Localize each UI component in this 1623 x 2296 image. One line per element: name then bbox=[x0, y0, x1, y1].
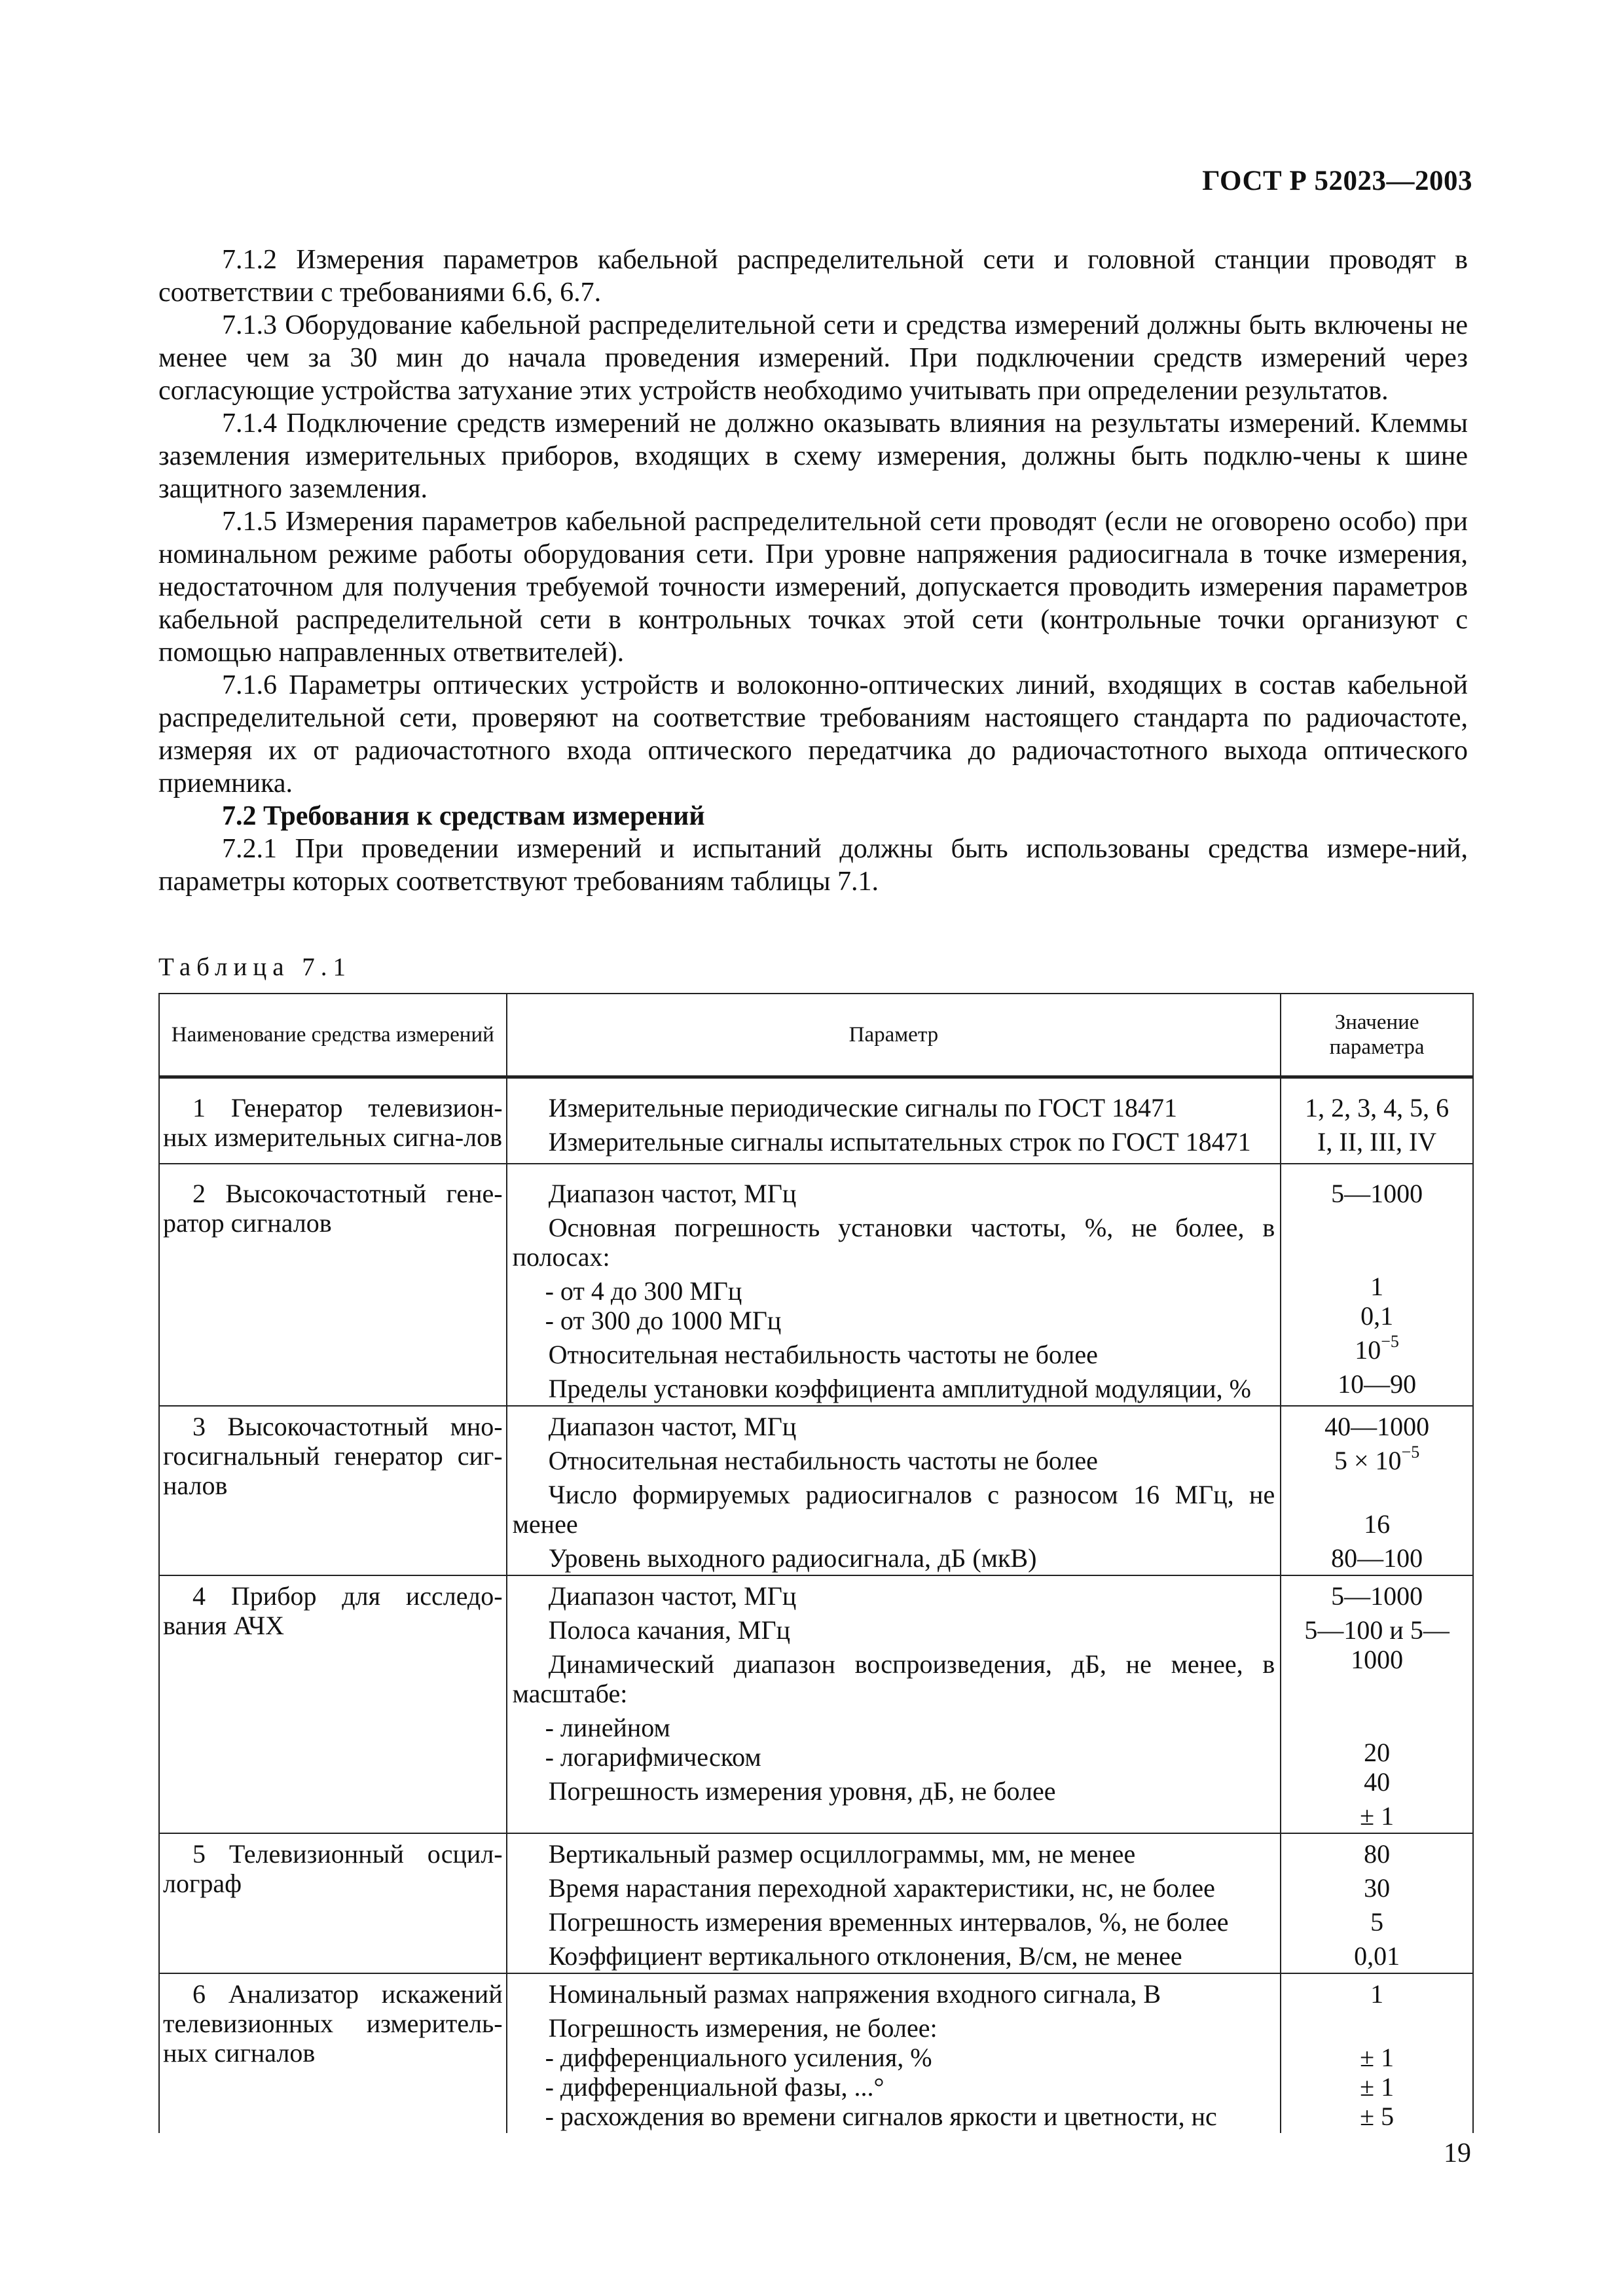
paragraph-7-1-5: 7.1.5 Измерения параметров кабельной распределительной сети проводят (если не оговорено особо) при номинальном режиме работы оборудования сети. При уровне напряжения радиосигнала в точке измерения, недостаточном для получения требуемой точности измерений, допускается проводить измерения параметров кабельной распределительной сети в контрольных точках этой сети (контрольные точки организуют с помощью направленных ответвителей). bbox=[158, 507, 1468, 668]
value-cell: 1, 2, 3, 4, 5, 6 I, II, III, IV bbox=[1281, 1077, 1473, 1164]
value-cell: 80 30 5 0,01 bbox=[1281, 1833, 1473, 1973]
value-cell: 5—1000 5—100 и 5—1000 20 40 ± 1 bbox=[1281, 1575, 1473, 1833]
instrument-name: 3 Высокочастотный мно-госигнальный генератор сиг-налов bbox=[159, 1406, 507, 1575]
spec-table bbox=[158, 993, 1474, 2133]
value-cell: 40—1000 $5 \times 10^{-5}$ 16 80—100 bbox=[1281, 1406, 1473, 1575]
instrument-name: 6 Анализатор искажений телевизионных измеритель-ных сигналов bbox=[159, 1973, 507, 2133]
instrument-name: 2 Высокочастотный гене-ратор сигналов bbox=[159, 1164, 507, 1406]
paragraph-7-1-2: 7.1.2 Измерения параметров кабельной распределительной сети и головной станции проводят в соответствии с требованиями 6.6, 6.7. bbox=[158, 245, 1468, 308]
parameter-cell: Диапазон частот, МГц Относительная нестабильность частоты не более Число формируемых радиосигналов с разносом 16 МГц, не менее Уровень выходного радиосигнала, дБ (мкВ) bbox=[507, 1406, 1281, 1575]
table-caption: Таблица 7.1 bbox=[158, 953, 352, 981]
parameter-cell: Номинальный размах напряжения входного сигнала, В Погрешность измерения, не более: - дифференциального усиления, % - дифференциальной фазы, ...° - расхождения во времени сигналов яркости и цветности, нс bbox=[507, 1973, 1281, 2133]
table-row bbox=[159, 1575, 1473, 1833]
paragraph-7-1-6: 7.1.6 Параметры оптических устройств и волоконно-оптических линий, входящих в состав кабельной распределительной сети, проверяют на соответствие требованиям настоящего стандарта по радиочастоте, измеряя их от радиочастотного входа оптического передатчика до радиочастотного выхода оптического приемника. bbox=[158, 670, 1468, 798]
page-number: 19 bbox=[1444, 2138, 1471, 2168]
table-row bbox=[159, 1077, 1473, 1164]
parameter-cell: Диапазон частот, МГц Основная погрешность установки частоты, %, не более, в полосах: - от 4 до 300 МГц - от 300 до 1000 МГц Относительная нестабильность частоты не более Пределы установки коэффициента амплитудной модуляции, % bbox=[507, 1164, 1281, 1406]
body-text bbox=[158, 243, 1468, 898]
table-row bbox=[159, 1833, 1473, 1973]
parameter-cell: Измерительные периодические сигналы по ГОСТ 18471 Измерительные сигналы испытательных строк по ГОСТ 18471 bbox=[507, 1077, 1281, 1164]
section-heading-7-2: 7.2 Требования к средствам измерений bbox=[222, 801, 705, 831]
table-header-row bbox=[159, 994, 1473, 1077]
table-row bbox=[159, 1164, 1473, 1406]
table-row bbox=[159, 1973, 1473, 2133]
header-parameter: Параметр bbox=[507, 994, 1281, 1077]
paragraph-7-1-3: 7.1.3 Оборудование кабельной распределительной сети и средства измерений должны быть включены не менее чем за 30 мин до начала проведения измерений. При подключении средств измерений через согласующие устройства затухание этих устройств необходимо учитывать при определении результатов. bbox=[158, 310, 1468, 406]
paragraph-7-1-4: 7.1.4 Подключение средств измерений не должно оказывать влияния на результаты измерений. Клеммы заземления измерительных приборов, входящих в схему измерения, должны быть подклю-чены к шине защитного заземления. bbox=[158, 408, 1468, 504]
instrument-name: 4 Прибор для исследо-вания АЧХ bbox=[159, 1575, 507, 1833]
value-cell: 1 ± 1 ± 1 ± 5 bbox=[1281, 1973, 1473, 2133]
instrument-name: 1 Генератор телевизион-ных измерительных сигна-лов bbox=[159, 1077, 507, 1164]
parameter-cell: Вертикальный размер осциллограммы, мм, не менее Время нарастания переходной характеристики, нс, не более Погрешность измерения временных интервалов, %, не более Коэффициент вертикального отклонения, В/см, не менее bbox=[507, 1833, 1281, 1973]
table-row bbox=[159, 1406, 1473, 1575]
instrument-name: 5 Телевизионный осцил-лограф bbox=[159, 1833, 507, 1973]
header-value: Значение параметра bbox=[1281, 994, 1473, 1077]
parameter-cell: Диапазон частот, МГц Полоса качания, МГц Динамический диапазон воспроизведения, дБ, не менее, в масштабе: - линейном - логарифмическом Погрешность измерения уровня, дБ, не более bbox=[507, 1575, 1281, 1833]
document-header: ГОСТ Р 52023—2003 bbox=[1202, 166, 1472, 196]
header-instrument: Наименование средства измерений bbox=[159, 994, 507, 1077]
paragraph-7-2-1: 7.2.1 При проведении измерений и испытаний должны быть использованы средства измере-ний, параметры которых соответствуют требованиям таблицы 7.1. bbox=[158, 834, 1468, 897]
value-cell: 5—1000 1 0,1 $10^{-5}$ 10—90 bbox=[1281, 1164, 1473, 1406]
